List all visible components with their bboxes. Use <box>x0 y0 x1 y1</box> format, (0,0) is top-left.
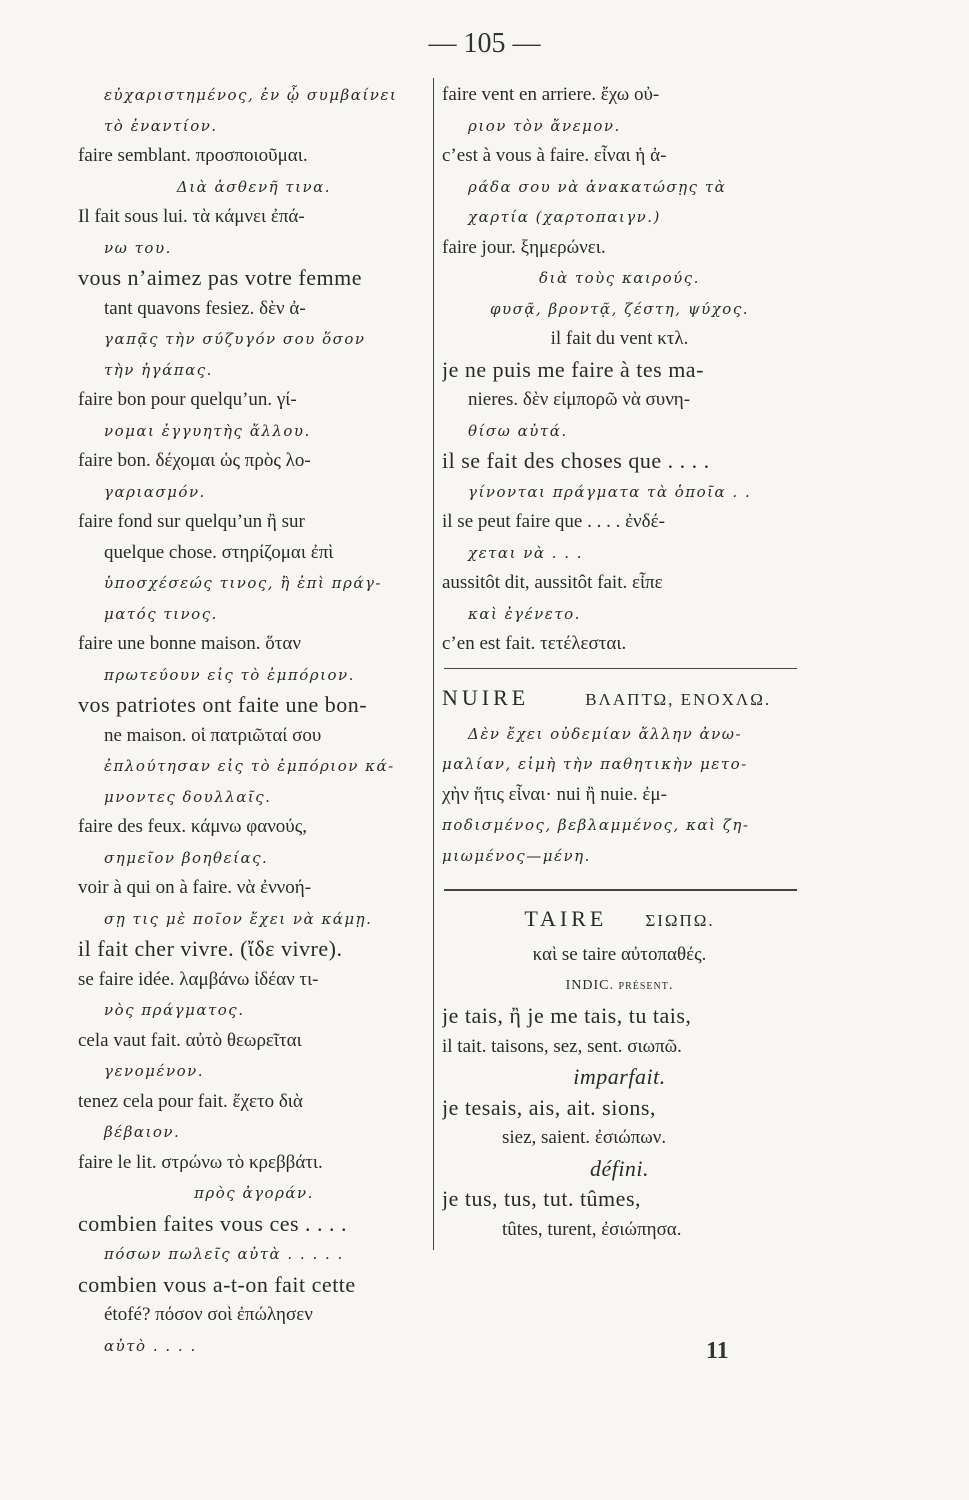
taire-heading-fr: TAIRE <box>524 906 608 931</box>
taire-line: imparfait. <box>573 1064 666 1089</box>
left-column-line: εὐχαριστημένος, ἐν ᾧ συμβαίνει <box>104 86 398 104</box>
left-column-line: faire une bonne maison. ὅταν <box>78 633 301 654</box>
right-column-line: faire jour. ξημερώνει. <box>442 236 606 258</box>
left-column-line: τὴν ἠγάπας. <box>104 360 213 379</box>
right-column-line: il se peut faire que . . . . ἐνδέ- <box>442 511 665 532</box>
left-column-line: Διὰ ἀσθενῆ τινα. <box>176 177 332 196</box>
left-column-line: νω του. <box>104 238 172 257</box>
right-column-line: καὶ ἐγένετο. <box>468 604 581 623</box>
left-column-line: βέβαιον. <box>104 1123 181 1141</box>
left-column-line: faire des feux. κάμνω φανούς, <box>78 816 307 837</box>
taire-heading <box>442 898 797 940</box>
section-divider-nuire <box>442 660 797 677</box>
left-column-line: tant quavons fesiez. δὲν ἀ- <box>104 297 306 319</box>
taire-line: défini. <box>589 1155 650 1181</box>
right-column-line: faire vent en arriere. ἔχω οὐ- <box>442 84 660 105</box>
right-column-line: χεται νὰ . . . <box>468 543 584 562</box>
left-column-line: ὑποσχέσεώς τινος, ἢ ἐπὶ πράγ- <box>104 574 382 592</box>
right-column-line: il se fait des choses que . . . . <box>442 448 710 473</box>
left-column-line: se faire idée. λαμβάνω ἰδέαν τι- <box>78 968 319 990</box>
nuire-body <box>442 719 797 872</box>
left-column-line: cela vaut fait. αὐτὸ θεωρεῖται <box>78 1029 302 1051</box>
left-column-line: étofé? πόσον σοὶ ἐπώλησεν <box>104 1304 313 1325</box>
nuire-line: ποδισμένος, βεβλαμμένος, καὶ ζη- <box>442 816 750 834</box>
left-column-line: ματός τινος. <box>104 604 218 623</box>
nuire-line: μαλίαν, εἰμὴ τὴν παθητικὴν μετο- <box>442 755 748 773</box>
page-number: — 105 — <box>428 28 541 59</box>
left-column-line: γαπᾷς τὴν σύζυγόν σου ὅσον <box>104 330 366 348</box>
right-column-line: θίσω αὐτά. <box>468 421 568 440</box>
left-column-line: νομαι ἐγγυητὴς ἄλλου. <box>104 421 311 440</box>
right-column-line: φυσᾷ, βροντᾷ, ζέστη, ψύχος. <box>489 299 750 318</box>
nuire-heading <box>442 677 797 719</box>
taire-line: je tais, ἢ je me tais, tu tais, <box>442 1003 692 1028</box>
left-column-line: μνοντες δουλλαῖς. <box>104 787 272 806</box>
taire-line: tûtes, turent, ἐσιώπησα. <box>502 1218 682 1240</box>
left-column <box>78 80 430 1361</box>
left-column-line: vos patriotes ont faite une bon- <box>78 692 368 717</box>
right-column-line: il fait du vent κτλ. <box>550 328 689 349</box>
taire-line: il tait. taisons, sez, sent. σιωπῶ. <box>442 1035 682 1057</box>
left-column-line: αὐτὸ . . . . <box>104 1336 197 1355</box>
right-column-line: c’en est fait. τετέλεσται. <box>442 633 627 654</box>
left-column-line: πόσων πωλεῖς αὐτὰ . . . . . <box>104 1245 344 1263</box>
right-column-line: c’est à vous à faire. εἶναι ἡ ἀ- <box>442 145 667 166</box>
right-entries <box>442 80 797 660</box>
left-column-line: faire bon. δέχομαι ὡς πρὸς λο- <box>78 450 311 471</box>
right-column <box>442 80 797 1245</box>
left-column-line: πρωτεύουν εἰς τὸ ἐμπόριον. <box>104 665 355 684</box>
taire-line: καὶ se taire αὐτοπαθές. <box>532 944 707 965</box>
left-column-line: γενομένον. <box>104 1062 204 1080</box>
left-column-line: faire le lit. στρώνω τὸ κρεββάτι. <box>78 1151 323 1173</box>
taire-line: je tus, tus, tut. tûmes, <box>442 1186 641 1211</box>
nuire-line: χὴν ἥτις εἶναι· nui ἢ nuie. ἐμ- <box>442 783 667 805</box>
left-column-line: τὸ ἐναντίον. <box>104 116 218 135</box>
left-column-line: combien vous a-t-on fait cette <box>78 1271 356 1297</box>
nuire-line: Δὲν ἔχει οὐδεμίαν ἄλλην ἀνω- <box>468 724 743 743</box>
left-column-line: ne maison. οἱ πατριῶταί σου <box>104 724 322 746</box>
nuire-line: μιωμένος—μένη. <box>442 846 591 865</box>
left-column-line: quelque chose. στηρίζομαι ἐπὶ <box>104 541 334 563</box>
left-column-line: vous n’aimez pas votre femme <box>78 265 363 290</box>
column-divider <box>433 78 434 1250</box>
left-column-line: faire semblant. προσποιοῦμαι. <box>78 145 308 166</box>
left-column-line: σῃ τις μὲ ποῖον ἔχει νὰ κάμῃ. <box>104 909 373 928</box>
right-column-line: ριον τὸν ἄνεμον. <box>468 116 621 135</box>
taire-line: siez, saient. ἐσιώπων. <box>502 1127 667 1148</box>
left-column-line: ἐπλούτησαν εἰς τὸ ἐμπόριον κά- <box>104 757 395 775</box>
right-column-line: je ne puis me faire à tes ma- <box>442 356 704 382</box>
nuire-heading-fr: NUIRE <box>442 684 530 710</box>
nuire-heading-gr: ΒΛΑΠΤΩ, ΕΝΟΧΛΩ. <box>585 689 772 709</box>
left-column-line: νὸς πράγματος. <box>104 1001 245 1019</box>
left-column-line: σημεῖον βοηθείας. <box>104 848 269 867</box>
left-column-line: tenez cela pour fait. ἔχετο διὰ <box>78 1090 303 1112</box>
right-column-line: ράδα σου νὰ ἀνακατώσῃς τὰ <box>468 177 727 196</box>
taire-line: INDIC. présent. <box>565 977 674 993</box>
left-column-line: πρὸς ἀγοράν. <box>194 1184 314 1202</box>
right-column-line: γίνονται πράγματα τὰ ὁποῖα . . <box>468 482 752 501</box>
left-column-line: voir à qui on à faire. νὰ ἐννοή- <box>78 877 312 898</box>
right-column-line: nieres. δὲν εἰμπορῶ νὰ συνη- <box>468 389 691 410</box>
taire-body <box>442 940 797 1245</box>
left-column-line: il fait cher vivre. (ἴδε vivre). <box>78 936 343 961</box>
right-column-line: aussitôt dit, aussitôt fait. εἶπε <box>442 572 663 593</box>
right-column-line: διὰ τοὺς καιρούς. <box>539 269 700 287</box>
left-column-line: faire fond sur quelqu’un ἢ sur <box>78 511 305 532</box>
section-divider-taire <box>442 881 797 898</box>
left-column-line: γαριασμόν. <box>104 482 206 501</box>
left-column-line: Il fait sous lui. τὰ κάμνει ἐπά- <box>78 206 305 227</box>
left-column-line: combien faites vous ces . . . . <box>78 1210 348 1236</box>
printer-signature: 11 <box>706 1338 729 1364</box>
left-column-line: faire bon pour quelqu’un. γί- <box>78 389 297 410</box>
right-column-line: χαρτία (χαρτοπαιγν.) <box>468 208 661 226</box>
taire-heading-gr: ΣΙΩΠΩ. <box>645 911 715 930</box>
taire-line: je tesais, ais, ait. sions, <box>442 1094 656 1120</box>
